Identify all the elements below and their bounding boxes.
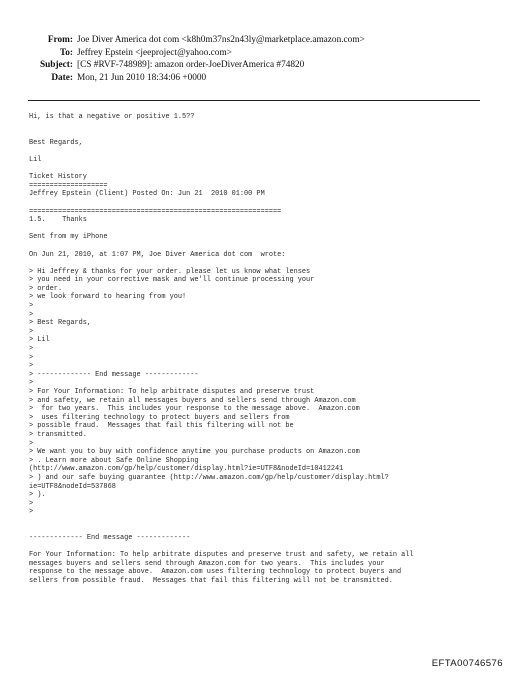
to-label: To: (59, 47, 73, 58)
document-id: EFTA00746576 (431, 658, 503, 669)
from-value: Joe Diver America dot com <k8h0m37ns2n43ly@marketplace.amazon.com> (77, 35, 365, 45)
subject-row (0, 59, 512, 72)
header-divider (28, 100, 480, 101)
from-row (0, 34, 512, 47)
from-label: From: (47, 35, 73, 45)
date-value: Mon, 21 Jun 2010 18:34:06 +0000 (77, 72, 207, 83)
to-row (0, 47, 512, 60)
date-label: Date: (51, 72, 73, 83)
to-value: Jeffrey Epstein <jeeproject@yahoo.com> (77, 47, 232, 58)
subject-value: [CS #RVF-748989]: amazon order-JoeDiverAmerica #74820 (77, 60, 305, 71)
email-body: Hi, is that a negative or positive 1.5?? Best Regards, Lil Ticket History =================== Jeffrey Epstein (Client) Posted On: Jun 21 2010 01:00 PM ============================================================= 1.5. Thanks Sent from my iPhone On Jun 21, 2010, at 1:07 PM, Joe Diver America dot com wrote: > Hi Jeffrey & thanks for your order. please let us know what lenses > you need in your corrective mask and we'll continue processing your > order. > we look forward to hearing from you! > > > Best Regards, > > Lil > > > > ------------- End message ------------- > > For Your Information: To help arbitrate disputes and preserve trust > and safety, we retain all messages buyers and sellers send through Amazon.com > for two years. This includes your response to the message above. Amazon.com > uses filtering technology to protect buyers and sellers from > possible fraud. Messages that fail this filtering will not be > transmitted. > > We want you to buy with confidence anytime you purchase products on Amazon.com > . Learn more about Safe Online Shopping (http://www.amazon.com/gp/help/customer/display.html?ie=UTF8&nodeId=10412241 > ) and our safe buying guarantee (http://www.amazon.com/gp/help/customer/display.html? ie=UTF8&nodeId=537868 > ). > > ------------- End message ------------- For Your Information: To help arbitrate disputes and preserve trust and safety, we retain all messages buyers and sellers send through Amazon.com for two years. This includes your response to the message above. Amazon.com uses filtering technology to protect buyers and sellers from possible fraud. Messages that fail this filtering will not be transmitted. (29, 113, 414, 586)
date-row (0, 72, 512, 85)
subject-label: Subject: (39, 60, 73, 71)
email-header (0, 34, 512, 84)
